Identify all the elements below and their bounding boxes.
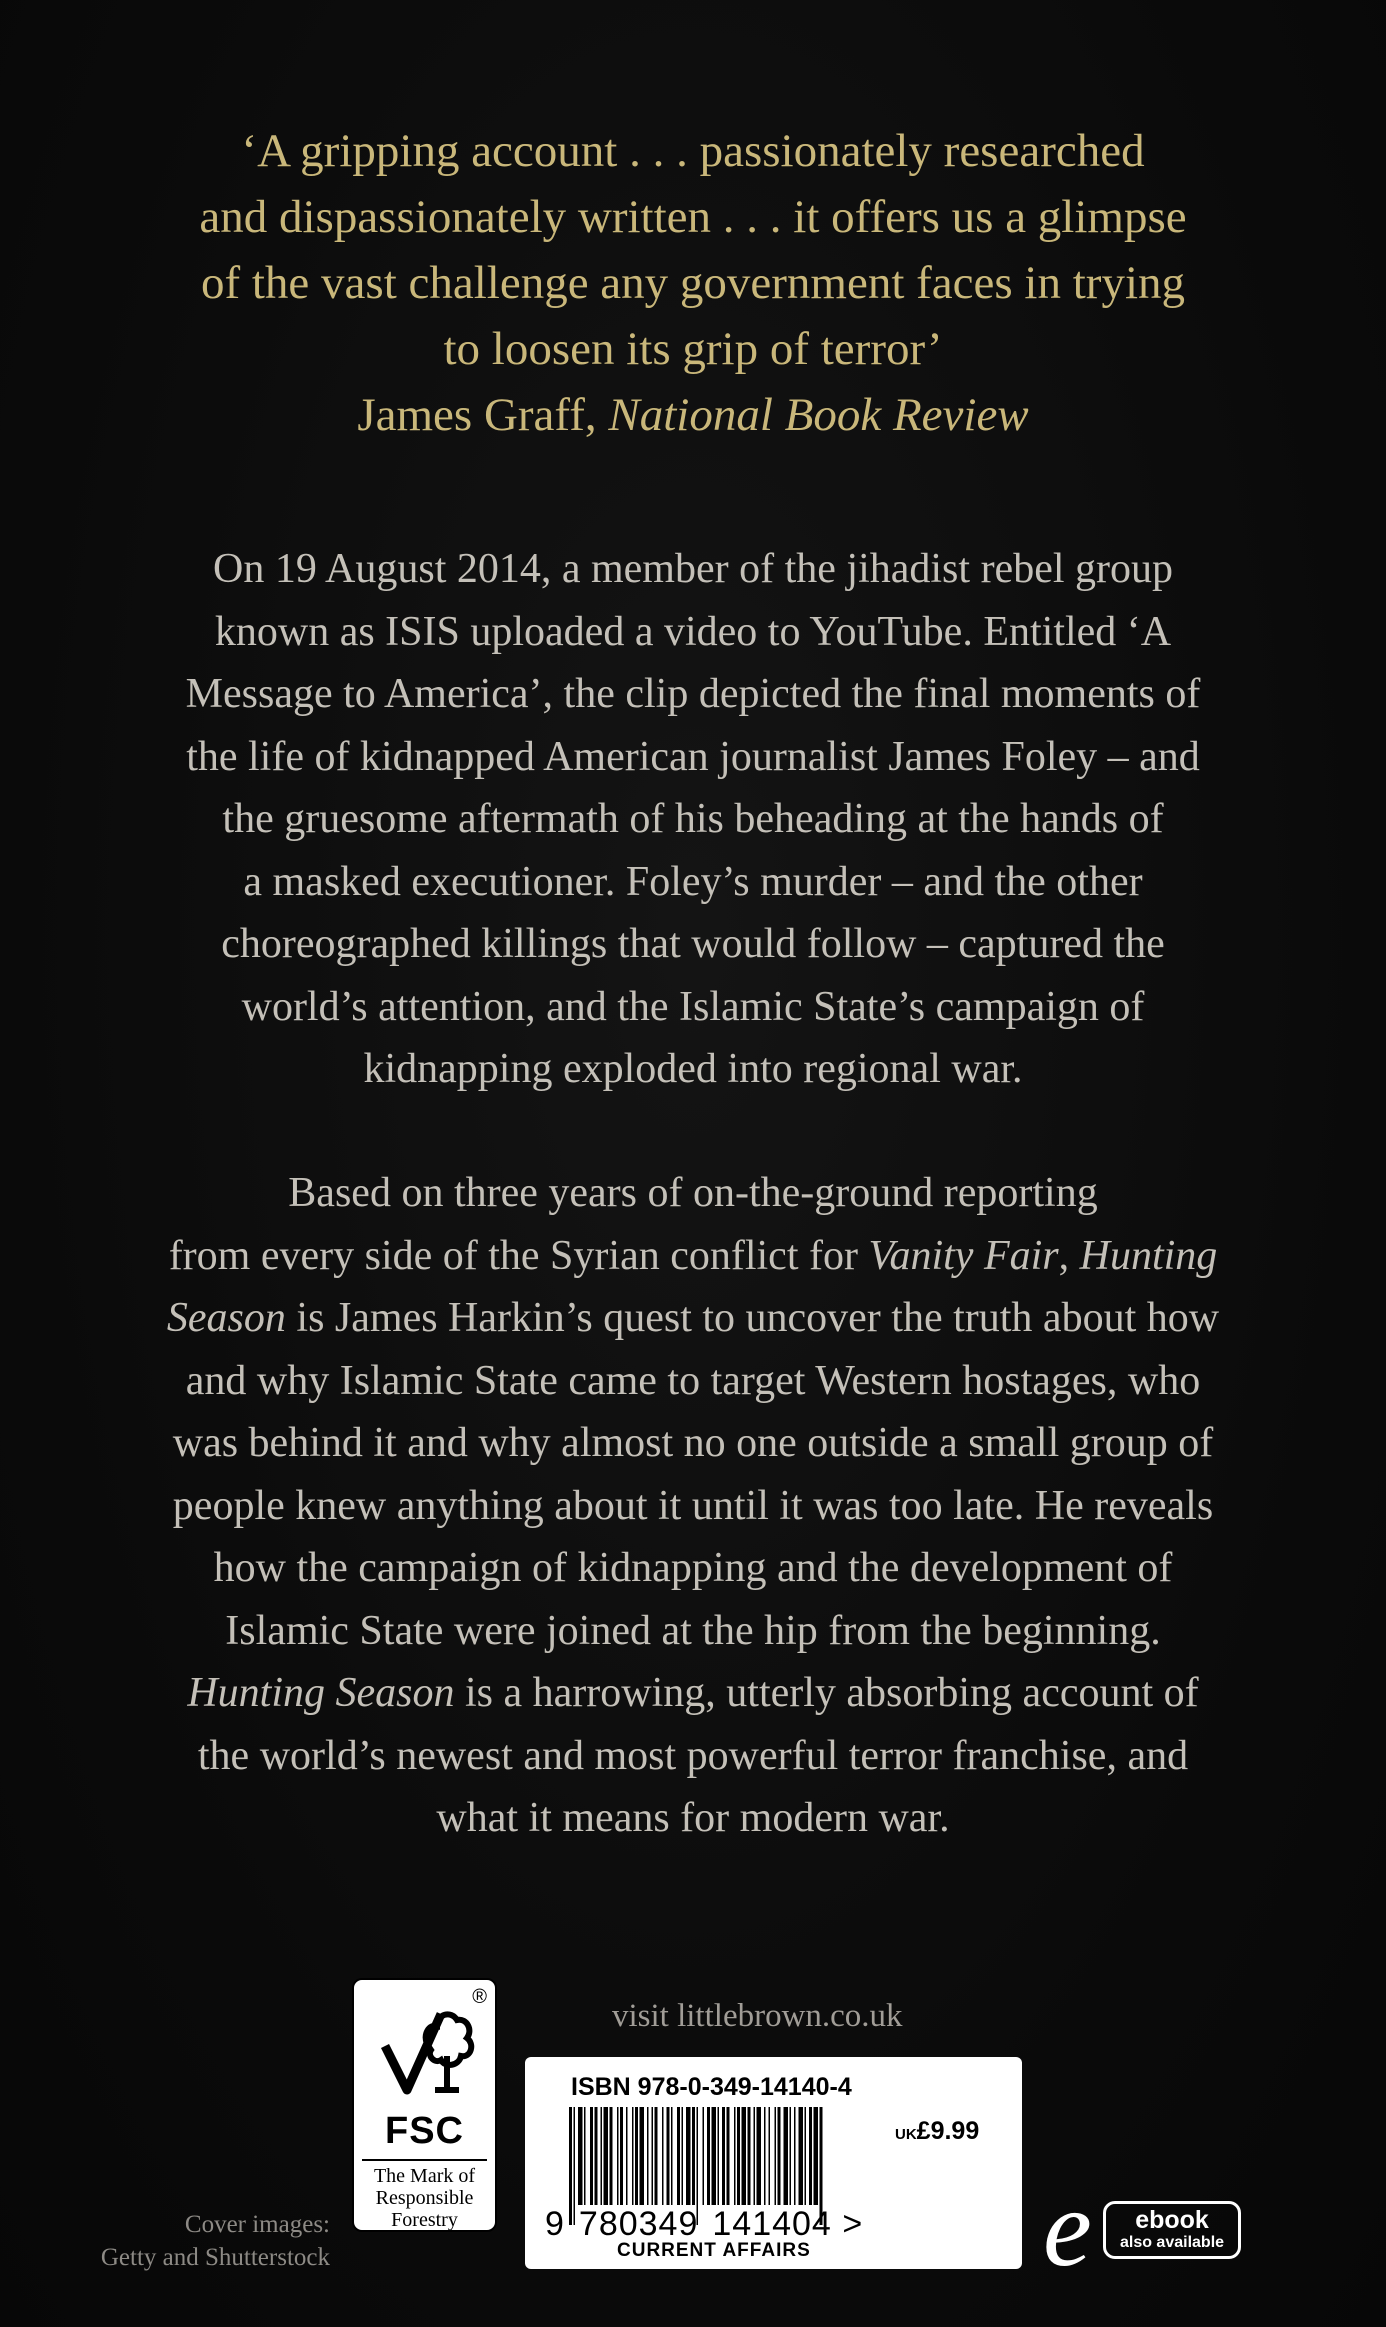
quote-attribution <box>120 382 1266 448</box>
text-line: the gruesome aftermath of his beheading at the hands of <box>222 796 1164 842</box>
barcode-bar <box>805 2107 807 2205</box>
quote-line: to loosen its grip of terror’ <box>443 323 943 375</box>
text-run: from every side of the Syrian conflict for <box>168 1232 869 1279</box>
barcode-bar <box>655 2107 658 2205</box>
barcode-bar <box>584 2107 586 2205</box>
fsc-logo <box>352 1978 497 2232</box>
barcode-bar <box>617 2107 619 2205</box>
barcode-bar <box>640 2107 645 2205</box>
book-title: Season <box>166 1295 286 1341</box>
blurb-paragraph-1 <box>110 538 1276 1101</box>
barcode-bar <box>610 2107 613 2205</box>
barcode-bar <box>682 2107 684 2205</box>
barcode-bar <box>692 2107 695 2205</box>
divider <box>362 2159 487 2161</box>
barcode-bar <box>778 2107 781 2205</box>
isbn-number: ISBN 978-0-349-14140-4 <box>571 2073 852 2101</box>
barcode-bar <box>764 2107 766 2205</box>
text-line <box>110 1225 1276 1288</box>
barcode-bar <box>734 2107 736 2205</box>
price-value: £9.99 <box>916 2117 980 2145</box>
cover-credit <box>40 2208 330 2274</box>
text-line: the life of kidnapped American journalist James Foley – and <box>186 733 1200 780</box>
barcode-bar <box>635 2107 638 2205</box>
barcode-digit-trail: > <box>842 2205 864 2243</box>
credit-line: Cover images: <box>184 2211 330 2238</box>
text-line: known as ISIS uploaded a video to YouTube. Entitled ‘A <box>214 608 1172 655</box>
barcode-bar <box>707 2107 710 2205</box>
tree-check-icon <box>375 1994 475 2106</box>
barcode-bar <box>757 2107 762 2205</box>
barcode-bar <box>718 2107 720 2205</box>
barcode-bar <box>790 2107 792 2205</box>
text-line: kidnapping exploded into regional war. <box>363 1046 1023 1092</box>
fsc-label: FSC <box>385 2110 464 2152</box>
barcode-bar <box>604 2107 609 2205</box>
barcode-bar <box>794 2107 796 2205</box>
barcode-bar <box>712 2107 717 2205</box>
barcode-bar <box>590 2107 593 2205</box>
barcode-bar <box>799 2107 804 2205</box>
isbn-barcode <box>525 2057 1022 2269</box>
book-title: Hunting <box>1079 1232 1218 1279</box>
registered-mark: ® <box>472 1986 487 2008</box>
quote-line: and dispassionately written . . . it offers us a glimpse <box>199 191 1187 243</box>
barcode-bar <box>671 2107 673 2205</box>
book-category: CURRENT AFFAIRS <box>617 2240 811 2261</box>
barcode-bar <box>686 2107 691 2205</box>
text-line: people knew anything about it until it was too late. He reveals <box>172 1482 1214 1529</box>
fsc-mark-line: Forestry <box>391 2209 458 2231</box>
text-run: is James Harkin’s quest to uncover the truth about how <box>285 1295 1220 1341</box>
barcode-bar <box>647 2107 649 2205</box>
text-line: and why Islamic State came to target Western hostages, who <box>185 1357 1201 1404</box>
barcode-bar <box>662 2107 664 2205</box>
text-line: was behind it and why almost no one outside a small group of <box>172 1420 1214 1466</box>
book-title: Hunting Season <box>187 1670 455 1716</box>
publisher-website: visit littlebrown.co.uk <box>612 1998 903 2034</box>
price-region: UK <box>895 2126 917 2143</box>
review-quote <box>120 118 1266 448</box>
barcode-bar <box>578 2107 583 2205</box>
barcode-bar <box>769 2107 771 2205</box>
fsc-mark-line: The Mark of <box>373 2165 476 2187</box>
text-line: a masked executioner. Foley’s murder – and the other <box>243 858 1143 905</box>
text-line: what it means for modern war. <box>436 1795 950 1841</box>
text-line: world’s attention, and the Islamic State’s campaign of <box>241 983 1145 1030</box>
text-line: On 19 August 2014, a member of the jihadist rebel group <box>213 546 1173 592</box>
barcode-bar <box>652 2107 654 2205</box>
text-line: Islamic State were joined at the hip from the beginning. <box>225 1607 1161 1654</box>
text-line: Based on three years of on-the-ground reporting <box>288 1170 1098 1216</box>
barcode-bar <box>775 2107 777 2205</box>
barcode-bar <box>809 2107 812 2205</box>
quote-line: of the vast challenge any government faces in trying <box>200 257 1186 309</box>
text-line <box>110 1287 1276 1350</box>
text-line <box>110 1662 1276 1725</box>
credit-line: Getty and Shutterstock <box>100 2244 330 2271</box>
barcode-bar <box>601 2107 603 2205</box>
barcode-digit-group: 780349 <box>578 2205 699 2243</box>
barcode-bar <box>737 2107 740 2205</box>
ebook-icon: e <box>1043 2167 1092 2289</box>
magazine-title: Vanity Fair <box>868 1232 1059 1279</box>
barcode-bar <box>677 2107 680 2205</box>
barcode-bar <box>727 2107 730 2205</box>
ebook-label: ebook <box>1135 2206 1209 2234</box>
barcode-bar <box>754 2107 756 2205</box>
blurb-paragraph-2 <box>110 1162 1276 1850</box>
text-run: , <box>1058 1232 1080 1279</box>
barcode-digits <box>545 2205 863 2244</box>
barcode-digit-lead: 9 <box>545 2205 565 2243</box>
barcode-digit-group: 141404 <box>712 2205 832 2243</box>
quote-line: ‘A gripping account . . . passionately researched <box>241 125 1145 177</box>
text-run: is a harrowing, utterly absorbing account of <box>454 1670 1199 1716</box>
barcode-bar <box>595 2107 598 2205</box>
ebook-label-box <box>1103 2201 1241 2259</box>
reviewer-name: James Graff, <box>357 389 609 441</box>
ebook-sub-label: also available <box>1119 2234 1225 2251</box>
text-line: choreographed killings that would follow – captured the <box>221 921 1165 967</box>
text-line: how the campaign of kidnapping and the development of <box>213 1545 1173 1591</box>
text-line: the world’s newest and most powerful terror franchise, and <box>197 1732 1189 1779</box>
text-line: Message to America’, the clip depicted the final moments of <box>185 671 1201 717</box>
barcode-bar <box>667 2107 670 2205</box>
price-label <box>895 2117 979 2146</box>
barcode-bar <box>632 2107 634 2205</box>
barcode-bar <box>626 2107 628 2205</box>
barcode-bar <box>703 2107 705 2205</box>
barcode-bar <box>784 2107 789 2205</box>
review-source: National Book Review <box>608 389 1029 441</box>
barcode-bar <box>722 2107 725 2205</box>
barcode-bar <box>620 2107 623 2205</box>
barcode-bar <box>814 2107 819 2205</box>
ebook-badge <box>1043 2167 1243 2289</box>
barcode-bar <box>748 2107 751 2205</box>
fsc-mark-line: Responsible <box>375 2187 474 2209</box>
barcode-bar <box>742 2107 747 2205</box>
